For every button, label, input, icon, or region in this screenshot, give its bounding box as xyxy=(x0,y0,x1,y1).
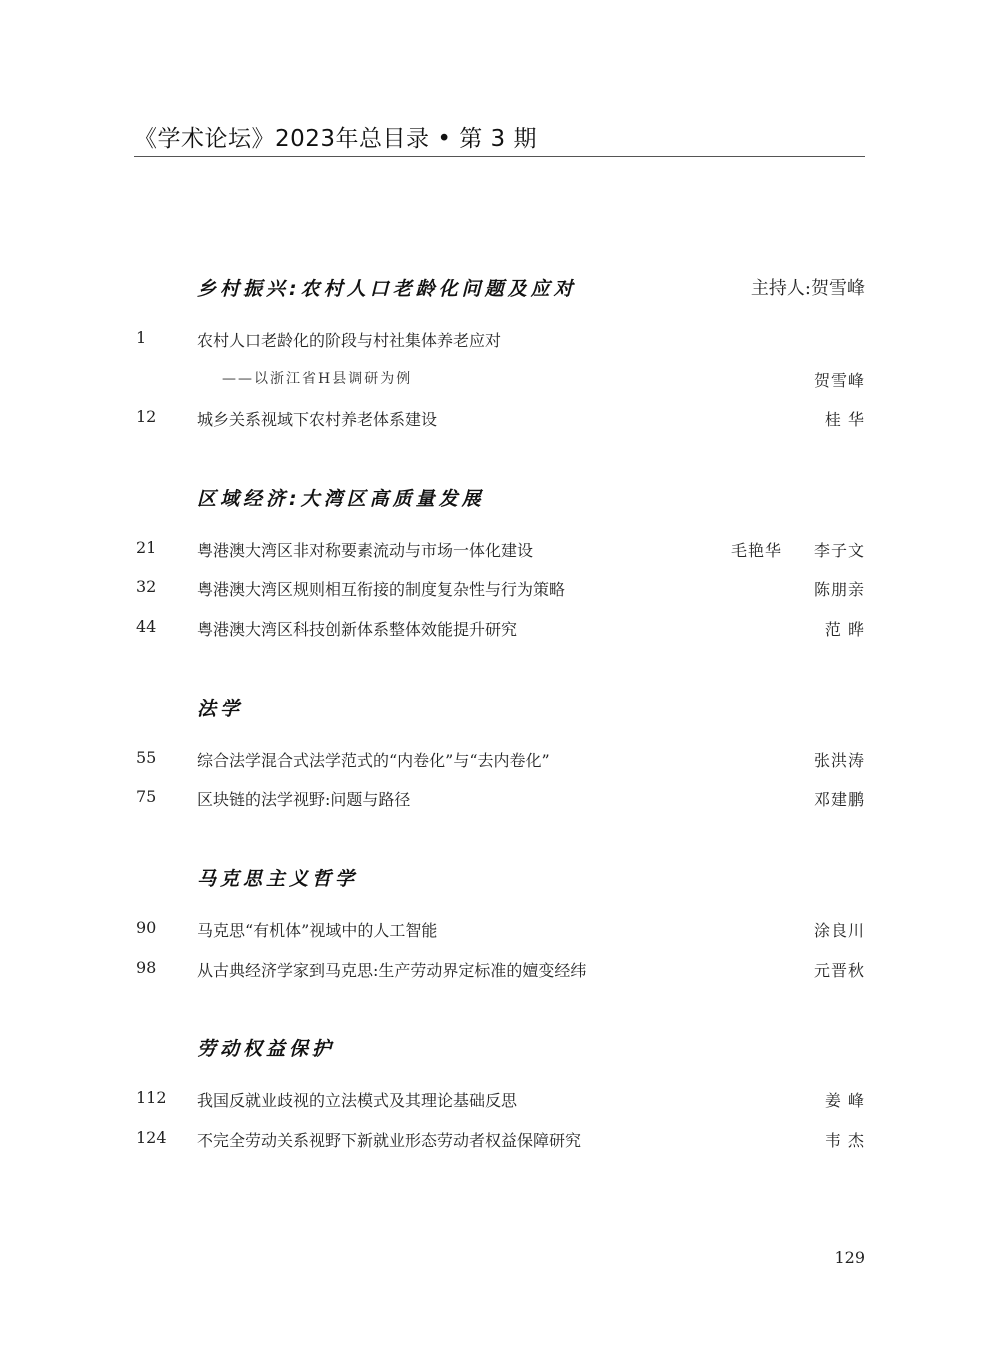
entry-author: 陈朋亲 xyxy=(813,580,865,599)
entry-author: 元晋秋 xyxy=(813,961,865,980)
entry-page-number: 124 xyxy=(136,1128,167,1147)
section-title: 劳动权益保护 xyxy=(197,1038,336,1060)
page-header-title: 《学术论坛》2023年总目录 • 第 3 期 xyxy=(134,126,537,152)
entry-author: 涂良川 xyxy=(813,921,865,940)
section-title: 法学 xyxy=(197,698,244,720)
entry-title: 我国反就业歧视的立法模式及其理论基础反思 xyxy=(197,1091,518,1110)
entry-title: 粤港澳大湾区规则相互衔接的制度复杂性与行为策略 xyxy=(197,580,566,599)
entry-subtitle: ——以浙江省H县调研为例 xyxy=(222,371,413,387)
entry-author: 张洪涛 xyxy=(813,751,865,770)
section-host: 主持人:贺雪峰 xyxy=(750,278,865,299)
toc-entry[interactable] xyxy=(0,538,1000,562)
entry-title: 农村人口老龄化的阶段与村社集体养老应对 xyxy=(197,331,502,350)
section-title: 马克思主义哲学 xyxy=(197,868,359,890)
entry-title: 马克思“有机体”视域中的人工智能 xyxy=(197,921,438,940)
toc-entry[interactable] xyxy=(0,328,1000,352)
entry-title: 粤港澳大湾区非对称要素流动与市场一体化建设 xyxy=(197,541,534,560)
entry-page-number: 44 xyxy=(136,617,157,636)
entry-title: 不完全劳动关系视野下新就业形态劳动者权益保障研究 xyxy=(197,1131,582,1150)
entry-page-number: 98 xyxy=(136,958,157,977)
section-title: 区域经济:大湾区高质量发展 xyxy=(197,488,485,510)
entry-page-number: 75 xyxy=(136,787,157,806)
toc-entry[interactable] xyxy=(0,617,1000,641)
toc-entry[interactable] xyxy=(0,1088,1000,1112)
toc-entry[interactable] xyxy=(0,1128,1000,1152)
entry-page-number: 21 xyxy=(136,538,157,557)
entry-title: 从古典经济学家到马克思:生产劳动界定标准的嬗变经纬 xyxy=(197,961,587,980)
page-number: 129 xyxy=(834,1248,865,1267)
toc-entry-subtitle-row xyxy=(0,368,1000,392)
toc-entry[interactable] xyxy=(0,918,1000,942)
entry-author: 姜 峰 xyxy=(824,1091,865,1110)
entry-title: 区块链的法学视野:问题与路径 xyxy=(197,790,411,809)
entry-author: 韦 杰 xyxy=(824,1131,865,1150)
entry-page-number: 12 xyxy=(136,407,157,426)
entry-author: 李子文 xyxy=(813,541,865,560)
entry-title: 城乡关系视域下农村养老体系建设 xyxy=(197,410,438,429)
entry-author: 贺雪峰 xyxy=(813,371,865,390)
entry-author: 范 晔 xyxy=(824,620,865,639)
toc-entry[interactable] xyxy=(0,577,1000,601)
entry-title: 粤港澳大湾区科技创新体系整体效能提升研究 xyxy=(197,620,518,639)
entry-page-number: 32 xyxy=(136,577,157,596)
toc-entry[interactable] xyxy=(0,407,1000,431)
section-title: 乡村振兴:农村人口老龄化问题及应对 xyxy=(197,278,577,300)
entry-page-number: 1 xyxy=(136,328,147,347)
toc-entry[interactable] xyxy=(0,787,1000,811)
entry-page-number: 55 xyxy=(136,748,157,767)
entry-title: 综合法学混合式法学范式的“内卷化”与“去内卷化” xyxy=(197,751,550,770)
header-divider xyxy=(134,156,865,157)
toc-entry[interactable] xyxy=(0,748,1000,772)
entry-author: 毛艳华 xyxy=(731,541,783,560)
toc-entry[interactable] xyxy=(0,958,1000,982)
entry-page-number: 90 xyxy=(136,918,157,937)
entry-author: 邓建鹏 xyxy=(813,790,865,809)
entry-page-number: 112 xyxy=(136,1088,167,1107)
entry-author: 桂 华 xyxy=(824,410,865,429)
